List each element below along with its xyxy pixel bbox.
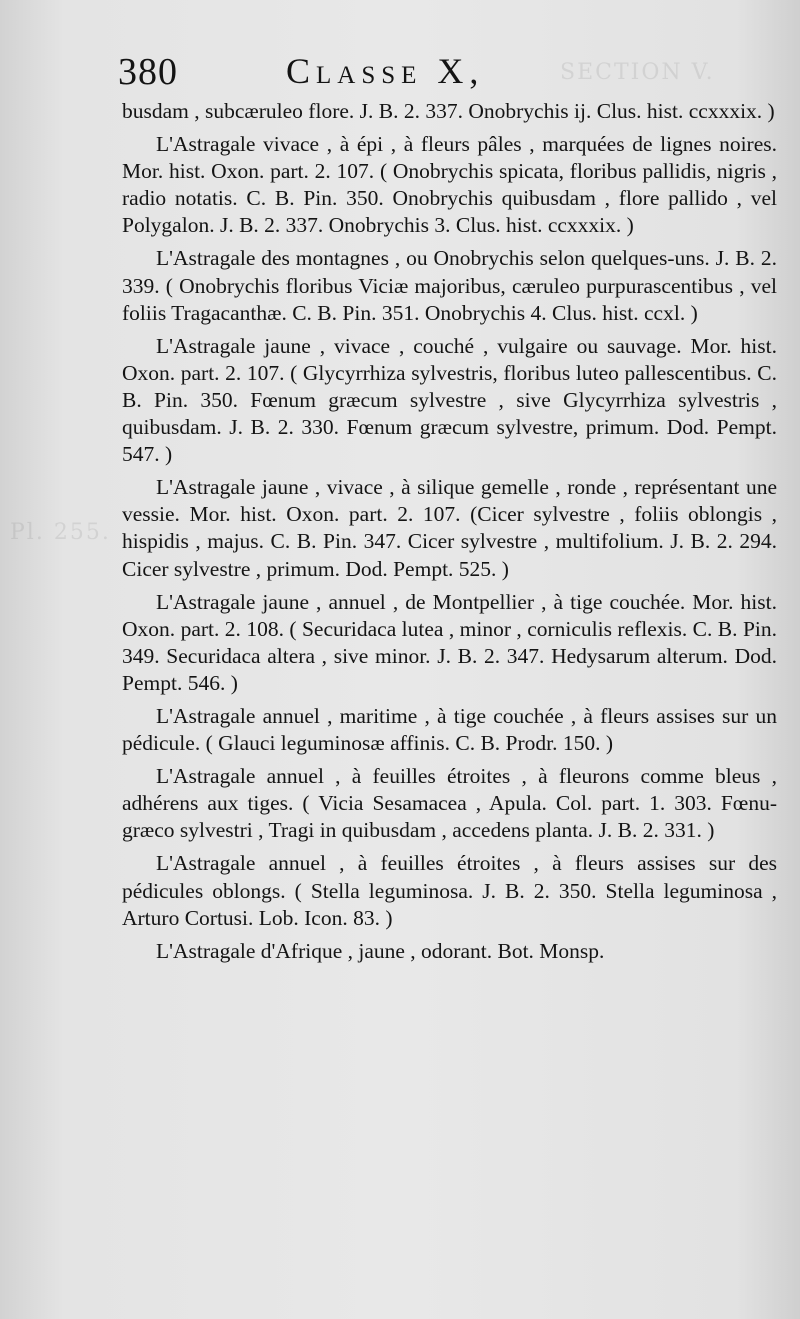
text-paragraph: L'Astragale annuel , maritime , à tige couchée , à fleurs assises sur un pédicule. ( Glauci leguminosæ affinis. C. B. Prodr. 150. )	[122, 703, 777, 756]
text-paragraph: L'Astragale d'Afrique , jaune , odorant. Bot. Monsp.	[156, 938, 605, 963]
text-paragraph: L'Astragale annuel , à feuilles étroites , à fleurons comme bleus , adhérens aux tiges. ( Vicia Sesamacea , Apula. Col. part. 1. 303. Fœnu-græco sylvestri , Tragi in quibusdam , accedens planta. J. B. 2. 331. )	[122, 764, 777, 843]
body-text	[122, 98, 777, 971]
page-number: 380	[118, 51, 178, 93]
running-head: Classe X,	[286, 51, 485, 91]
page-header	[118, 44, 772, 96]
text-paragraph: L'Astragale jaune , vivace , couché , vulgaire ou sauvage. Mor. hist. Oxon. part. 2. 107. ( Glycyrrhiza sylvestris, floribus luteo pallescentibus. C. B. Pin. 350. Fœnum græcum sylvestre , sive Glycyrrhiza sylvestris , quibusdam. J. B. 2. 330. Fœnum græcum sylvestre, primum. Dod. Pempt. 547. )	[122, 333, 777, 467]
text-paragraph: L'Astragale jaune , annuel , de Montpellier , à tige couchée. Mor. hist. Oxon. part. 2. 108. ( Securidaca lutea , minor , corniculis reflexis. C. B. Pin. 349. Securidaca altera , sive minor. J. B. 2. 347. Hedysarum alterum. Dod. Pempt. 546. )	[122, 589, 777, 695]
text-paragraph: L'Astragale jaune , vivace , à silique gemelle , ronde , représentant une vessie. Mor. hist. Oxon. part. 2. 107. (Cicer sylvestre , foliis oblongis , hispidis , majus. C. B. Pin. 347. Cicer sylvestre , multifolium. J. B. 2. 294. Cicer sylvestre , primum. Dod. Pempt. 525. )	[122, 475, 777, 581]
show-through-text: SECTION V.	[560, 60, 715, 85]
text-paragraph: L'Astragale vivace , à épi , à fleurs pâles , marquées de lignes noires. Mor. hist. Oxon. part. 2. 107. ( Onobrychis spicata, floribus pallidis, nigris , radio notatis. C. B. Pin. 350. Onobrychis quibusdam , flore pallido , vel Polygalon. J. B. 2. 337. Onobrychis 3. Clus. hist. ccxxxix. )	[122, 132, 777, 238]
show-through-margin: Pl. 255.	[10, 520, 111, 545]
text-paragraph: busdam , subcæruleo flore. J. B. 2. 337. Onobrychis ij. Clus. hist. ccxxxix. )	[122, 99, 775, 123]
text-paragraph: L'Astragale annuel , à feuilles étroites , à fleurs assises sur des pédicules oblongs. ( Stella leguminosa. J. B. 2. 350. Stella leguminosa , Arturo Cortusi. Lob. Icon. 83. )	[122, 851, 777, 930]
text-paragraph: L'Astragale des montagnes , ou Onobrychis selon quelques-uns. J. B. 2. 339. ( Onobrychis floribus Viciæ majoribus, cæruleo purpurascentibus , vel foliis Tragacanthæ. C. B. Pin. 351. Onobrychis 4. Clus. hist. ccxl. )	[122, 246, 777, 325]
